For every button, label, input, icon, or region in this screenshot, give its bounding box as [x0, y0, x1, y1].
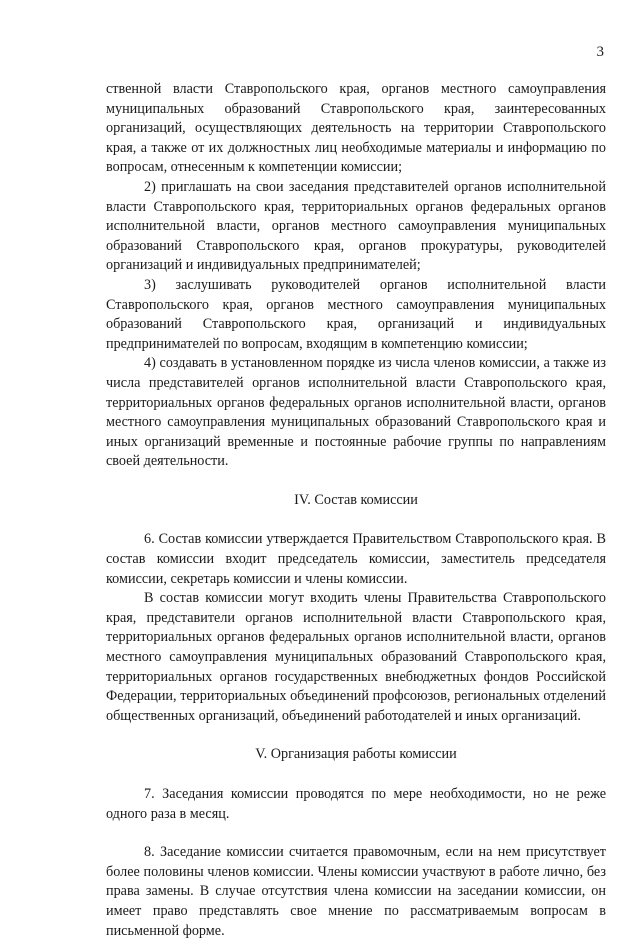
section-heading-organization: V. Организация работы комиссии: [255, 746, 457, 763]
paragraph-7: 7. Заседания комиссии проводятся по мере необходимости, но не реже одного раза в месяц.: [106, 786, 606, 822]
paragraph-continuation: ственной власти Ставропольского края, органов местного самоуправления муниципальных образований Ставропольского края, заинтересованных организаций, осуществляющих деятельность на территории Ставропольского края, а также от их должностных лиц необходимые материалы и информацию по вопросам, отнесенным к компетенции комиссии;: [106, 81, 606, 176]
paragraph-6-continued: В состав комиссии могут входить члены Правительства Ставропольского края, представители органов исполнительной власти Ставропольского края, территориальных органов федеральных органов исполнительной власти, органов местного самоуправления муниципальных образований Ставропольского края, территориальных органов государственных внебюджетных фондов Российской Федерации, территориальных объединений профсоюзов, региональных отделений общественных организаций, объединений работодателей и иных организаций.: [106, 590, 606, 724]
section-heading-composition: IV. Состав комиссии: [294, 491, 418, 508]
paragraph-8: 8. Заседание комиссии считается правомочным, если на нем присутствует более половины членов комиссии. Члены комиссии участвуют в работе лично, без права замены. В случае отсутствия члена комиссии на заседании комиссии, он имеет право представлять свое мнение по рассматриваемым вопросам в письменной форме.: [106, 844, 606, 939]
document-body: [106, 80, 606, 941]
page-number: 3: [596, 44, 604, 60]
list-item-3: 3) заслушивать руководителей органов исполнительной власти Ставропольского края, органов местного самоуправления муниципальных образований Ставропольского края, организаций и индивидуальных предпринимателей по вопросам, входящим в компетенцию комиссии;: [106, 276, 606, 352]
list-item-2: 2) приглашать на свои заседания представителей органов исполнительной власти Ставропольского края, территориальных органов федеральных органов исполнительной власти, органов местного самоуправления муниципальных образований Ставропольского края, органов прокуратуры, руководителей организаций и индивидуальных предпринимателей;: [106, 178, 606, 274]
list-item-4: 4) создавать в установленном порядке из числа членов комиссии, а также из числа представителей органов исполнительной власти Ставропольского края, территориальных органов федеральных органов исполнительной власти, органов местного самоуправления муниципальных образований Ставропольского края и иных организаций временные и постоянные рабочие группы по направлениям своей деятельности.: [106, 355, 606, 470]
paragraph-6: 6. Состав комиссии утверждается Правительством Ставропольского края. В состав комиссии входит председатель комиссии, заместитель председателя комиссии, секретарь комиссии и члены комиссии.: [106, 531, 606, 587]
